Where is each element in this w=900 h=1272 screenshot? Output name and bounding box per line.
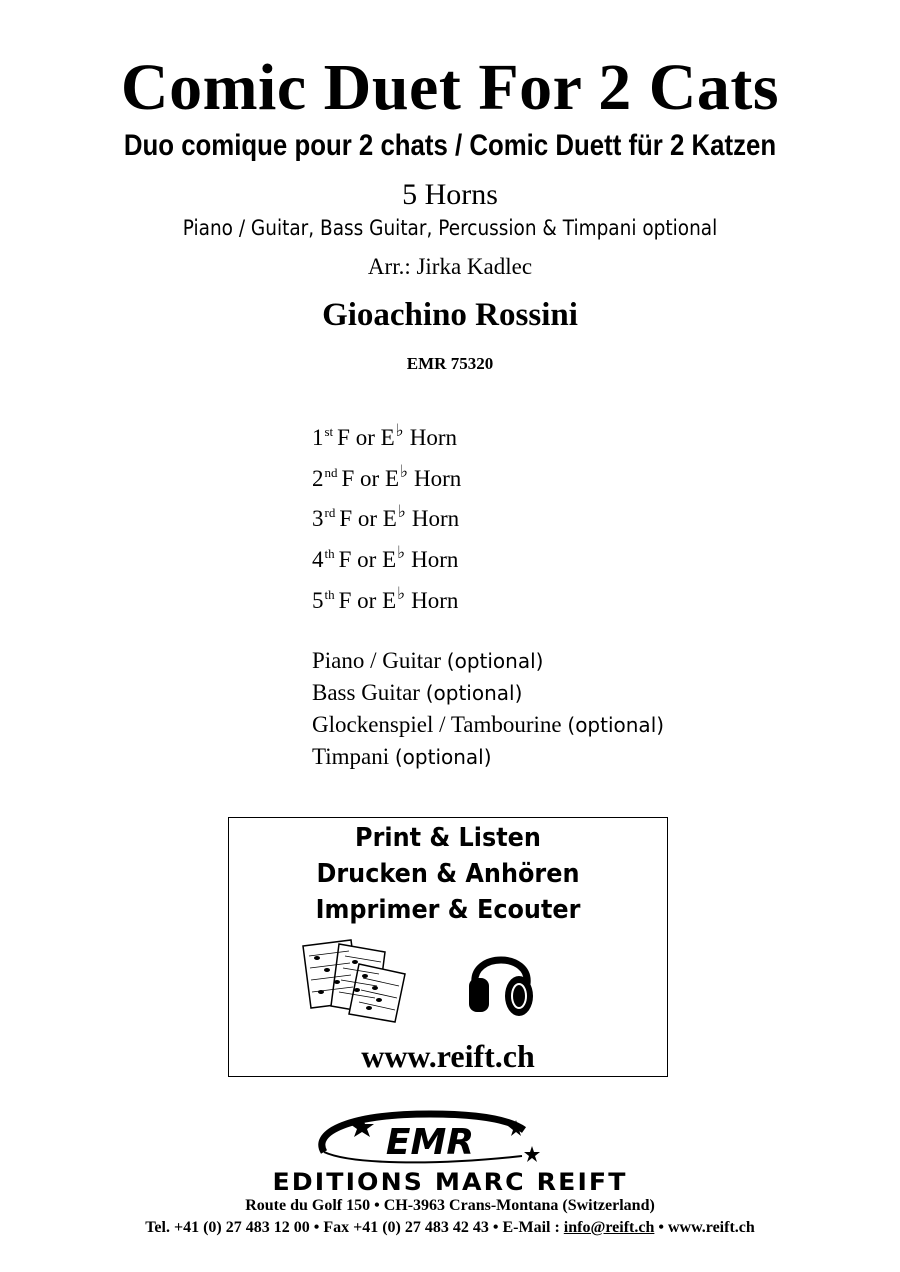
instrumentation: Piano / Guitar, Bass Guitar, Percussion & Timpani optional — [182, 216, 718, 240]
print-listen-box — [228, 817, 668, 1077]
part-item: 4th F or E♭ Horn — [312, 543, 459, 573]
page-title: Comic Duet For 2 Cats — [120, 51, 780, 124]
optional-part-item: Piano / Guitar (optional) — [312, 648, 544, 673]
sheet-music-icon — [299, 938, 411, 1024]
composer: Gioachino Rossini — [322, 297, 578, 333]
horn-parts-list — [312, 419, 461, 623]
headphones-icon — [465, 938, 537, 1020]
optional-parts-list — [312, 645, 664, 773]
arranger: Arr.: Jirka Kadlec — [367, 254, 533, 279]
promo-line-en: Print & Listen — [355, 823, 541, 853]
catalog-number: EMR 75320 — [406, 354, 494, 373]
ensemble: 5 Horns — [402, 178, 498, 211]
promo-url[interactable]: www.reift.ch — [361, 1038, 535, 1074]
part-item: 5th F or E♭ Horn — [312, 583, 459, 613]
promo-line-de: Drucken & Anhören — [316, 859, 580, 889]
email-link[interactable]: info@reift.ch — [563, 1219, 655, 1236]
part-item: 3rd F or E♭ Horn — [312, 502, 460, 532]
publisher-contact: Tel. +41 (0) 27 483 12 00 • Fax +41 (0) 27 483 42 43 • E-Mail : info@reift.ch • www.reift.ch — [145, 1219, 755, 1236]
svg-text:EMR: EMR — [385, 1122, 475, 1163]
subtitle: Duo comique pour 2 chats / Comic Duett für 2 Katzen — [123, 129, 777, 162]
publisher-address: Route du Golf 150 • CH-3963 Crans-Montana (Switzerland) — [245, 1197, 655, 1214]
optional-part-item: Bass Guitar (optional) — [312, 680, 523, 705]
publisher-name: EDITIONS MARC REIFT — [272, 1168, 628, 1196]
promo-line-fr: Imprimer & Ecouter — [315, 895, 581, 925]
optional-part-item: Timpani (optional) — [312, 744, 492, 769]
part-item: 2nd F or E♭ Horn — [312, 461, 462, 491]
emr-logo — [310, 1108, 550, 1168]
part-item: 1st F or E♭ Horn — [312, 421, 457, 450]
optional-part-item: Glockenspiel / Tambourine (optional) — [312, 712, 665, 737]
